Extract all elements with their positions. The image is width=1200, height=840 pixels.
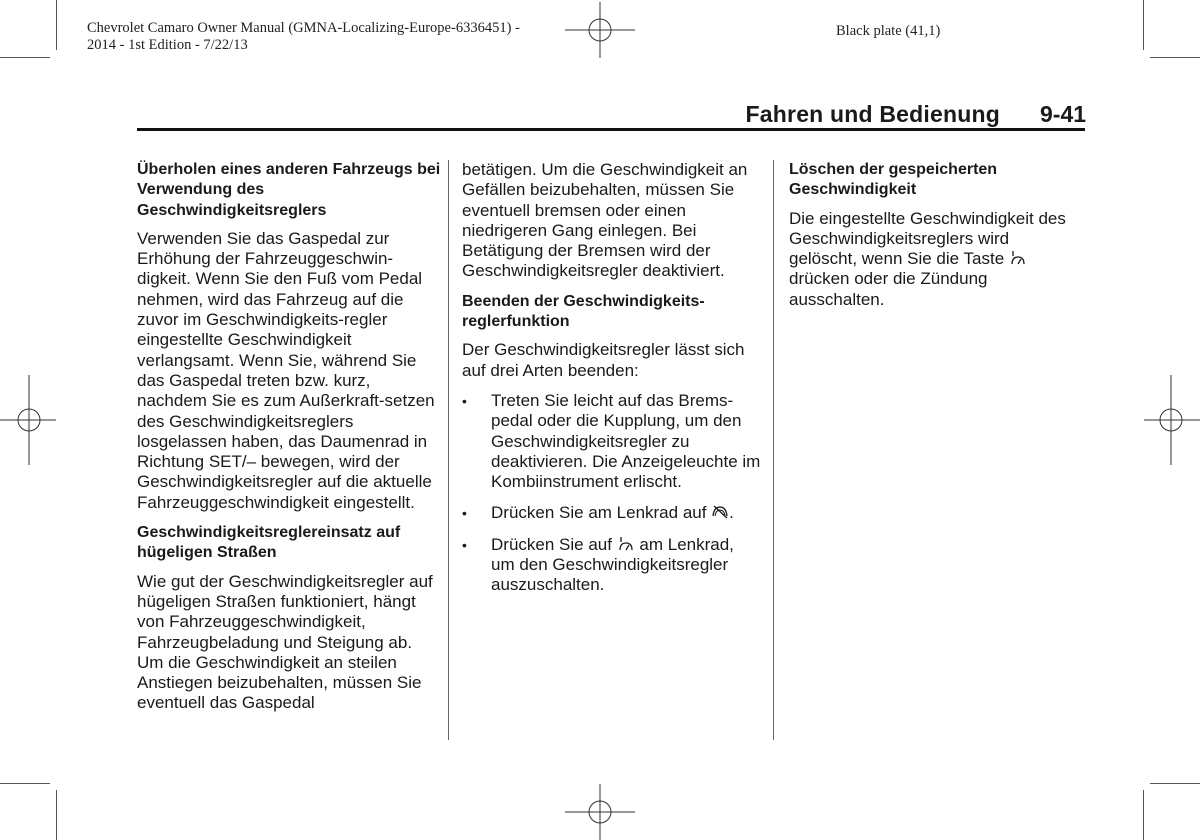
chapter-title: Fahren und Bedienung [745, 101, 1000, 127]
section-heading-ending: Beenden der Geschwindigkeits-reglerfunktion [462, 292, 705, 331]
registration-mark-right [1144, 375, 1200, 465]
cruise-cancel-icon [711, 504, 729, 520]
list-item: • Drücken Sie auf am Lenkrad, um den Geschwindigkeitsregler auszuschalten. [462, 535, 762, 596]
crop-mark [1143, 790, 1144, 840]
crop-mark [0, 783, 50, 784]
column-divider [773, 160, 774, 740]
plate-label: Black plate (41,1) [836, 23, 941, 39]
page-number: 9-41 [1040, 101, 1087, 127]
crop-mark [1150, 783, 1200, 784]
crop-mark [0, 57, 50, 58]
registration-mark-left [0, 375, 56, 465]
paragraph-overtaking: Verwenden Sie das Gaspedal zur Erhöhung der Fahrzeuggeschwin-digkeit. Wenn Sie den Fuß vom Pedal nehmen, wird das Fahrzeug auf die zuvor im Geschwindigkeits-regler eingestellte Geschwindigkeit verlangsamt. Wenn Sie, während Sie das Gaspedal treten bzw. kurz, nachdem Sie es zum Außerkraft-setzen des Geschwindigkeitsreglers losgelassen haben, das Daumenrad in Richtung SET/– bewegen, wird der Geschwindigkeitsregler auf die aktuelle Fahrzeuggeschwindigkeit eingestellt. [137, 228, 435, 512]
ending-methods-list [462, 391, 762, 596]
paragraph-hills-continued: betätigen. Um die Geschwindigkeit an Gefällen beizubehalten, müssen Sie eventuell bremsen oder einen niedrigeren Gang einlegen. Bei Betätigung der Bremsen wird der Geschwindigkeitsregler deaktiviert. [462, 160, 748, 281]
print-header-line2: 2014 - 1st Edition - 7/22/13 [87, 37, 248, 53]
cruise-on-off-icon [617, 536, 635, 552]
paragraph-clear-speed: Die eingestellte Geschwindigkeit des Geschwindigkeitsreglers wird gelöscht, wenn Sie die Taste drücken oder die Zündung ausschalten. [789, 208, 1066, 309]
print-header [87, 20, 520, 54]
crop-mark [1150, 57, 1200, 58]
print-header-line1: Chevrolet Camaro Owner Manual (GMNA-Localizing-Europe-6336451) - [87, 20, 520, 36]
header-rule [137, 128, 1085, 131]
registration-mark-bottom [565, 784, 635, 840]
column-3 [789, 160, 1079, 320]
list-item: • Drücken Sie am Lenkrad auf . [462, 503, 762, 523]
list-item: • Treten Sie leicht auf das Brems-pedal oder die Kupplung, um den Geschwindigkeitsregler zu deaktivieren. Die Anzeigeleuchte im Kombiinstrument erlischt. [462, 391, 762, 492]
column-2 [462, 160, 762, 607]
column-divider [448, 160, 449, 740]
section-heading-overtaking: Überholen eines anderen Fahrzeugs bei Verwendung des Geschwindigkeitsreglers [137, 161, 441, 219]
cruise-on-off-icon [1009, 250, 1027, 266]
crop-mark [1143, 0, 1144, 50]
column-1 [137, 160, 442, 724]
section-heading-hills: Geschwindigkeitsreglereinsatz auf hügeligen Straßen [137, 524, 401, 562]
crop-mark [56, 0, 57, 50]
section-heading-clear-speed: Löschen der gespeicherten Geschwindigkeit [789, 161, 998, 199]
paragraph-ending-intro: Der Geschwindigkeitsregler lässt sich auf drei Arten beenden: [462, 340, 745, 380]
registration-mark-top [565, 2, 635, 58]
crop-mark [56, 790, 57, 840]
paragraph-hills: Wie gut der Geschwindigkeitsregler auf hügeligen Straßen funktioniert, hängt von Fahrzeuggeschwindigkeit, Fahrzeugbeladung und Steigung ab. Um die Geschwindigkeit an steilen Anstiegen beizubehalten, müssen Sie eventuell das Gaspedal [137, 571, 433, 713]
